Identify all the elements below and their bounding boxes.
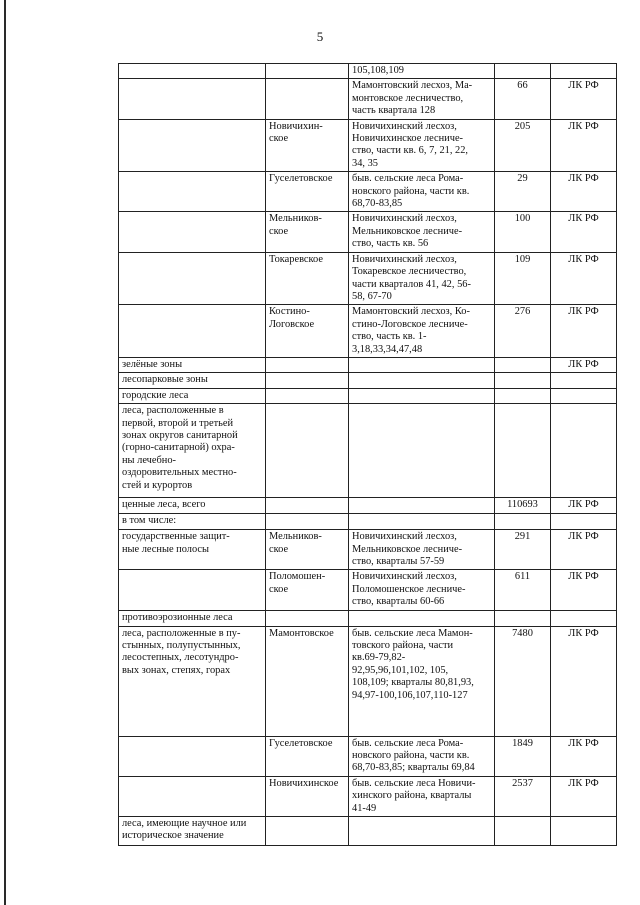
- category-cell: [119, 64, 266, 79]
- cell-text: ЛК РФ: [568, 253, 599, 265]
- area-cell: [266, 373, 349, 388]
- location-cell: [349, 79, 495, 119]
- category-cell: [119, 610, 266, 626]
- size-cell: [495, 119, 551, 172]
- table-row: [119, 119, 617, 172]
- cell-text-line: товского района, части: [352, 640, 454, 651]
- cell-text-line: 94,97-100,106,107,110-127: [352, 689, 468, 701]
- cell-text: ЛК РФ: [568, 777, 599, 789]
- size-cell: [495, 736, 551, 776]
- cell-text-line: кв.69-79,82-: [352, 652, 406, 664]
- basis-cell: [551, 212, 617, 252]
- table-row: [119, 212, 617, 252]
- location-cell: [349, 530, 495, 570]
- cell-text-line: Новичихинский лесхоз,: [352, 571, 457, 583]
- location-cell: [349, 119, 495, 172]
- cell-text-line: Новичихинское лесниче-: [352, 133, 464, 145]
- table-row: [119, 776, 617, 816]
- location-cell: [349, 514, 495, 530]
- cell-text-line: Токаревское: [269, 253, 323, 265]
- cell-text: ЛК РФ: [568, 499, 599, 511]
- cell-text-line: Логовское: [269, 318, 315, 330]
- cell-text-line: Мельниковское лесниче-: [352, 225, 463, 237]
- cell-text: 66: [517, 80, 528, 92]
- basis-cell: [551, 610, 617, 626]
- basis-cell: [551, 404, 617, 498]
- cell-text-line: Мамонтовский лесхоз, Ко-: [352, 306, 470, 318]
- area-cell: [266, 172, 349, 212]
- area-cell: [266, 64, 349, 79]
- cell-text: 7480: [512, 627, 533, 639]
- area-cell: [266, 514, 349, 530]
- table-row: [119, 498, 617, 514]
- cell-text: 100: [514, 213, 531, 225]
- category-cell: [119, 776, 266, 816]
- table-row: [119, 79, 617, 119]
- area-cell: [266, 570, 349, 610]
- cell-text-line: (горно-санитарной) охра-: [122, 442, 235, 454]
- basis-cell: [551, 252, 617, 305]
- cell-text-line: ство, части кв. 6, 7, 21, 22,: [352, 145, 469, 157]
- category-cell: [119, 373, 266, 388]
- basis-cell: [551, 530, 617, 570]
- area-cell: [266, 626, 349, 736]
- basis-cell: [551, 373, 617, 388]
- table-row: [119, 64, 617, 79]
- category-cell: [119, 736, 266, 776]
- category-cell: [119, 357, 266, 372]
- location-cell: [349, 64, 495, 79]
- size-cell: [495, 252, 551, 305]
- cell-text-line: Мамонтовское: [269, 627, 334, 639]
- area-cell: [266, 610, 349, 626]
- cell-text-line: Мельниковское лесниче-: [352, 543, 463, 555]
- size-cell: [495, 530, 551, 570]
- category-cell: [119, 79, 266, 119]
- cell-text-line: Мамонтовский лесхоз, Ма-: [352, 80, 473, 92]
- cell-text-line: 3,18,33,34,47,48: [352, 343, 423, 355]
- cell-text-line: Гуселетовское: [269, 173, 333, 185]
- category-cell: [119, 252, 266, 305]
- cell-text: 29: [517, 173, 528, 185]
- cell-text-line: монтовское лесничество,: [352, 92, 464, 104]
- area-cell: [266, 817, 349, 846]
- size-cell: [495, 610, 551, 626]
- cell-text-line: ценные леса, всего: [122, 499, 206, 511]
- cell-text-line: 58, 67-70: [352, 290, 392, 302]
- size-cell: [495, 776, 551, 816]
- size-cell: [495, 373, 551, 388]
- size-cell: [495, 404, 551, 498]
- cell-text-line: Новичихинский лесхоз,: [352, 531, 457, 543]
- location-cell: [349, 736, 495, 776]
- size-cell: [495, 817, 551, 846]
- cell-text-line: 68,70-83,85: [352, 198, 403, 210]
- cell-text-line: быв. сельские леса Рома-: [352, 737, 464, 749]
- cell-text-line: Гуселетовское: [269, 737, 333, 749]
- area-cell: [266, 498, 349, 514]
- category-cell: [119, 817, 266, 846]
- cell-text-line: ское: [269, 225, 289, 237]
- basis-cell: [551, 79, 617, 119]
- cell-text: ЛК РФ: [568, 80, 599, 92]
- area-cell: [266, 252, 349, 305]
- size-cell: [495, 212, 551, 252]
- cell-text-line: стино-Логовское лесниче-: [352, 318, 468, 330]
- cell-text: 2537: [512, 777, 533, 789]
- area-cell: [266, 212, 349, 252]
- cell-text-line: ные лесные полосы: [122, 543, 210, 555]
- cell-text-line: хинского района, кварталы: [352, 790, 472, 802]
- cell-text-line: 105,108,109: [352, 65, 404, 76]
- cell-text-line: стынных, полупустынных,: [122, 640, 241, 651]
- cell-text-line: вых зонах, степях, горах: [122, 664, 231, 676]
- table-row: [119, 736, 617, 776]
- cell-text: 291: [514, 531, 531, 543]
- size-cell: [495, 388, 551, 403]
- cell-text: ЛК РФ: [568, 306, 599, 318]
- cell-text-line: быв. сельские леса Рома-: [352, 173, 464, 185]
- cell-text: 110693: [507, 499, 538, 511]
- cell-text: 109: [514, 253, 531, 265]
- size-cell: [495, 64, 551, 79]
- category-cell: [119, 626, 266, 736]
- cell-text-line: зонах округов санитарной: [122, 429, 238, 441]
- size-cell: [495, 570, 551, 610]
- basis-cell: [551, 119, 617, 172]
- basis-cell: [551, 357, 617, 372]
- cell-text-line: ское: [269, 583, 289, 595]
- page-number: 5: [316, 29, 324, 44]
- category-cell: [119, 498, 266, 514]
- cell-text-line: части кварталов 41, 42, 56-: [352, 278, 471, 290]
- cell-text-line: леса, расположенные в: [122, 405, 224, 417]
- area-cell: [266, 404, 349, 498]
- cell-text-line: 68,70-83,85; кварталы 69,84: [352, 762, 475, 774]
- basis-cell: [551, 172, 617, 212]
- cell-text-line: ское: [269, 543, 289, 555]
- cell-text-line: Новичихинский лесхоз,: [352, 213, 457, 225]
- cell-text-line: новского района, части кв.: [352, 750, 470, 761]
- table-row: [119, 305, 617, 358]
- cell-text-line: Поломошенское лесниче-: [352, 583, 466, 595]
- cell-text-line: ское: [269, 133, 289, 145]
- cell-text-line: новского района, части кв.: [352, 185, 470, 197]
- cell-text: ЛК РФ: [568, 627, 599, 639]
- location-cell: [349, 357, 495, 372]
- cell-text-line: Поломошен-: [269, 571, 326, 583]
- table-row: [119, 626, 617, 736]
- category-cell: [119, 212, 266, 252]
- location-cell: [349, 172, 495, 212]
- area-cell: [266, 305, 349, 358]
- cell-text-line: Мельников-: [269, 531, 322, 543]
- cell-text-line: 34, 35: [352, 157, 378, 169]
- area-cell: [266, 776, 349, 816]
- cell-text-line: противоэрозионные леса: [122, 611, 233, 623]
- cell-text: 205: [514, 120, 531, 132]
- basis-cell: [551, 776, 617, 816]
- category-cell: [119, 530, 266, 570]
- cell-text-line: Новичихинское: [269, 777, 339, 789]
- location-cell: [349, 404, 495, 498]
- location-cell: [349, 388, 495, 403]
- cell-text-line: Новичихинский лесхоз,: [352, 120, 457, 132]
- cell-text-line: оздоровительных местно-: [122, 467, 237, 479]
- cell-text: ЛК РФ: [568, 120, 599, 132]
- size-cell: [495, 172, 551, 212]
- basis-cell: [551, 626, 617, 736]
- cell-text: 1849: [512, 737, 533, 749]
- table-row: [119, 404, 617, 498]
- location-cell: [349, 498, 495, 514]
- cell-text-line: леса, имеющие научное или: [122, 818, 247, 830]
- area-cell: [266, 736, 349, 776]
- category-cell: [119, 570, 266, 610]
- cell-text-line: 92,95,96,101,102, 105,: [352, 664, 449, 676]
- area-cell: [266, 388, 349, 403]
- size-cell: [495, 357, 551, 372]
- cell-text-line: зелёные зоны: [122, 358, 183, 370]
- location-cell: [349, 570, 495, 610]
- cell-text-line: стей и курортов: [122, 479, 193, 491]
- cell-text: ЛК РФ: [568, 358, 599, 370]
- category-cell: [119, 172, 266, 212]
- cell-text: ЛК РФ: [568, 571, 599, 583]
- cell-text-line: 41-49: [352, 802, 377, 814]
- cell-text-line: быв. сельские леса Новичи-: [352, 777, 476, 789]
- cell-text: ЛК РФ: [568, 737, 599, 749]
- cell-text: 611: [514, 571, 531, 583]
- cell-text-line: часть квартала 128: [352, 105, 436, 117]
- basis-cell: [551, 64, 617, 79]
- cell-text-line: ство, кварталы 60-66: [352, 596, 445, 608]
- cell-text: ЛК РФ: [568, 213, 599, 225]
- basis-cell: [551, 388, 617, 403]
- cell-text-line: ны лечебно-: [122, 454, 177, 466]
- category-cell: [119, 388, 266, 403]
- cell-text-line: Новичихинский лесхоз,: [352, 253, 457, 265]
- cell-text-line: ство, часть кв. 56: [352, 238, 429, 250]
- cell-text-line: быв. сельские леса Мамон-: [352, 627, 473, 639]
- basis-cell: [551, 817, 617, 846]
- category-cell: [119, 305, 266, 358]
- cell-text-line: ство, кварталы 57-59: [352, 555, 445, 567]
- cell-text-line: городские леса: [122, 389, 189, 401]
- table-row: [119, 388, 617, 403]
- category-cell: [119, 404, 266, 498]
- size-cell: [495, 498, 551, 514]
- cell-text: ЛК РФ: [568, 173, 599, 185]
- cell-text-line: ство, часть кв. 1-: [352, 331, 427, 343]
- cell-text-line: леса, расположенные в пу-: [122, 627, 241, 639]
- location-cell: [349, 373, 495, 388]
- size-cell: [495, 305, 551, 358]
- table-row: [119, 252, 617, 305]
- cell-text-line: 108,109; кварталы 80,81,93,: [352, 677, 474, 689]
- cell-text-line: Костино-: [269, 306, 310, 318]
- cell-text-line: Новичихин-: [269, 120, 323, 132]
- table-row: [119, 172, 617, 212]
- cell-text-line: лесостепных, лесотундро-: [122, 652, 239, 664]
- cell-text: 276: [514, 306, 531, 318]
- location-cell: [349, 626, 495, 736]
- table-row: [119, 357, 617, 372]
- scan-edge-line: [4, 0, 6, 905]
- basis-cell: [551, 305, 617, 358]
- table-row: [119, 610, 617, 626]
- location-cell: [349, 212, 495, 252]
- basis-cell: [551, 514, 617, 530]
- cell-text-line: Токаревское лесничество,: [352, 266, 467, 278]
- area-cell: [266, 357, 349, 372]
- basis-cell: [551, 736, 617, 776]
- cell-text-line: государственные защит-: [122, 531, 230, 543]
- size-cell: [495, 79, 551, 119]
- forest-table: [118, 63, 617, 846]
- cell-text-line: историческое значение: [122, 830, 224, 842]
- location-cell: [349, 817, 495, 846]
- table-row: [119, 514, 617, 530]
- cell-text-line: в том числе:: [122, 515, 177, 527]
- basis-cell: [551, 570, 617, 610]
- category-cell: [119, 514, 266, 530]
- basis-cell: [551, 498, 617, 514]
- cell-text: ЛК РФ: [568, 531, 599, 543]
- cell-text-line: первой, второй и третьей: [122, 417, 234, 429]
- size-cell: [495, 514, 551, 530]
- location-cell: [349, 252, 495, 305]
- category-cell: [119, 119, 266, 172]
- cell-text-line: лесопарковые зоны: [122, 374, 208, 386]
- size-cell: [495, 626, 551, 736]
- cell-text-line: Мельников-: [269, 213, 322, 225]
- table-row: [119, 817, 617, 846]
- area-cell: [266, 79, 349, 119]
- table-row: [119, 570, 617, 610]
- location-cell: [349, 776, 495, 816]
- area-cell: [266, 119, 349, 172]
- location-cell: [349, 610, 495, 626]
- table-row: [119, 530, 617, 570]
- location-cell: [349, 305, 495, 358]
- table-row: [119, 373, 617, 388]
- area-cell: [266, 530, 349, 570]
